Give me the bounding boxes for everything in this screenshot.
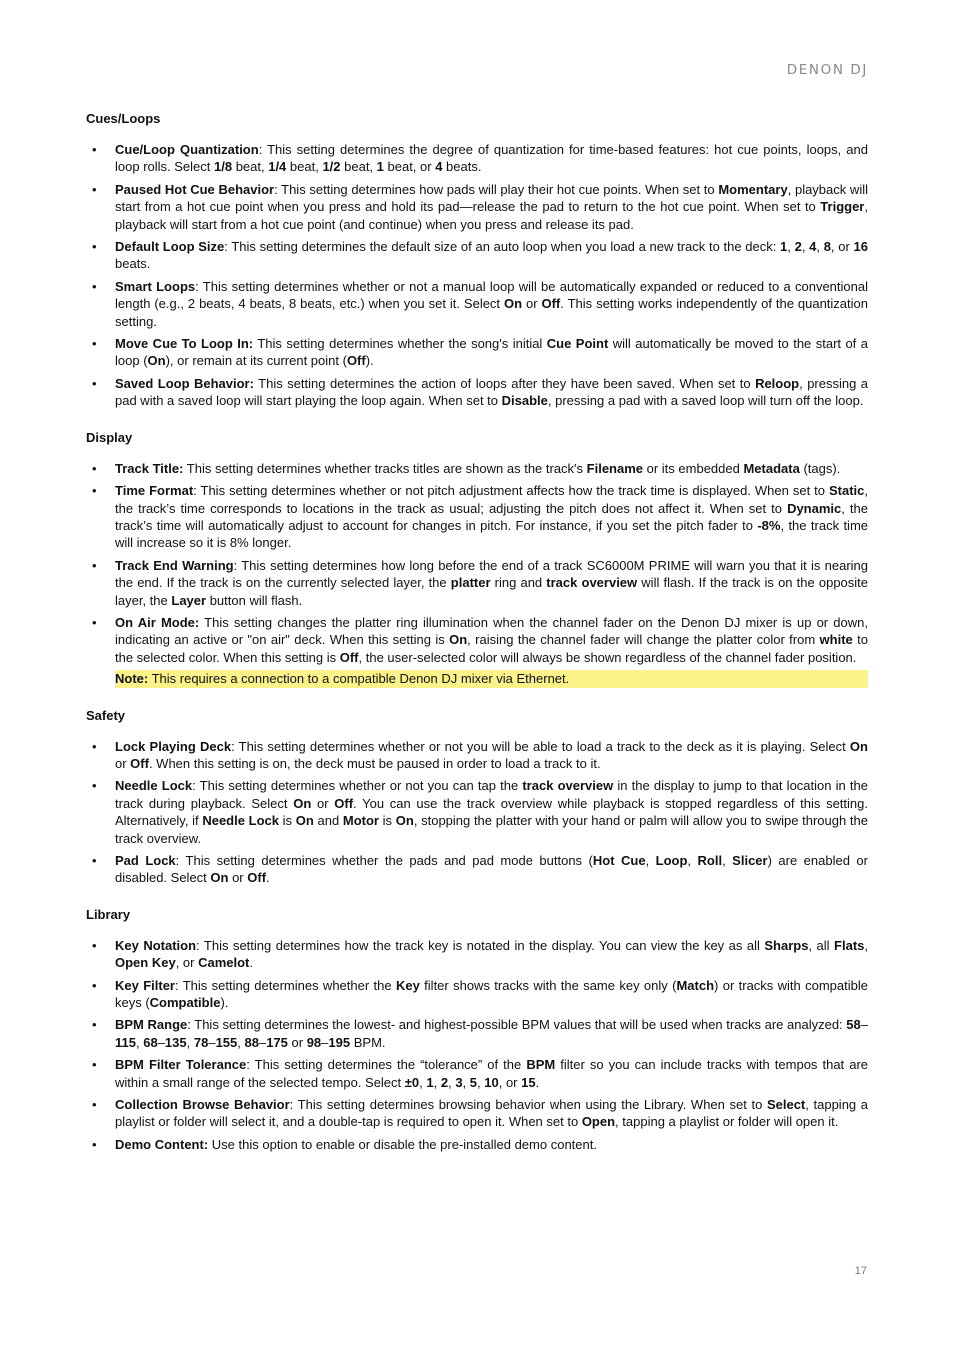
text-run: ), or remain at its current point (: [165, 353, 347, 369]
text-run: , raising the channel fader will change the platter color from: [467, 632, 820, 648]
setting-item: [86, 141, 868, 176]
page-content: [86, 111, 868, 1173]
section-cues-loops: [86, 111, 868, 410]
bold-term: BPM Range: [115, 1017, 188, 1033]
text-run: This setting determines the action of loops after they have been saved. When set to: [253, 375, 756, 391]
text-run: This setting determines whether tracks titles are shown as the track's: [183, 460, 587, 476]
text-run: : This setting determines whether or not a manual loop will be automatically expanded or reduced to a conventional length (e.g., 2 beats, 4 beats, 8 beats, etc.) when you set it. Select: [115, 278, 868, 312]
bold-term: Demo Content:: [115, 1136, 209, 1152]
text-run: button will flash.: [206, 592, 303, 608]
bold-term: Open Key: [115, 955, 176, 971]
setting-item: [86, 181, 868, 233]
bold-term: Pad Lock: [115, 853, 176, 868]
bold-term: On: [147, 353, 166, 369]
bold-term: Off: [334, 795, 354, 811]
bold-term: 1/4: [268, 159, 287, 175]
bold-term: Layer: [171, 592, 207, 608]
text-run: beats.: [442, 159, 482, 175]
text-run: , pressing a pad with a saved loop will start playing the loop again. When set to: [115, 375, 869, 409]
setting-list: [86, 141, 868, 410]
bold-term: Motor: [342, 813, 379, 829]
text-run: filter so you can include tracks with tempos that are within a small range of the selected tempo. Select: [115, 1057, 869, 1090]
bold-term: 1/8: [214, 159, 233, 175]
text-run: Use this option to enable or disable the pre-installed demo content.: [208, 1136, 597, 1152]
bold-term: Hot Cue: [592, 853, 646, 868]
bold-term: Match: [676, 977, 715, 993]
bold-term: 78: [193, 1034, 209, 1050]
text-run: –: [321, 1034, 329, 1050]
text-run: or: [228, 870, 248, 886]
bold-term: Momentary: [718, 181, 788, 197]
text-run: This requires a connection to a compatible Denon DJ mixer via Ethernet.: [148, 671, 570, 687]
text-run: ,: [237, 1034, 245, 1050]
text-run: : This setting determines browsing behavior when using the Library. When set to: [289, 1097, 767, 1113]
text-run: : This setting determines how the track key is notated in the display. You can view the key as all: [196, 937, 765, 953]
text-run: This setting changes the platter ring illumination when the channel fader on the Denon DJ mixer is up or down, indicating an active or "on air" deck. When this setting is: [115, 614, 868, 648]
text-run: .: [249, 955, 254, 971]
bold-term: 1: [426, 1074, 434, 1090]
text-run: ,: [722, 853, 733, 868]
bold-term: BPM: [526, 1057, 556, 1073]
bold-term: platter: [450, 575, 491, 591]
brand-logo: DENON DJ: [786, 62, 868, 78]
text-run: –: [157, 1034, 165, 1050]
page-number: 17: [854, 1265, 867, 1277]
text-run: ,: [864, 937, 869, 953]
text-run: ,: [419, 1074, 427, 1090]
text-run: ,: [645, 853, 656, 868]
text-run: : This setting determines whether or not you can tap the: [192, 778, 523, 794]
text-run: : This setting determines whether the: [174, 977, 396, 993]
text-run: , the user-selected color will always be shown regardless of the channel fader position.: [358, 649, 857, 665]
bold-term: Off: [247, 870, 267, 886]
text-run: , stopping the platter with your hand or palm will allow you to swipe through the track overview.: [115, 813, 868, 846]
bold-term: Select: [766, 1097, 806, 1113]
bold-term: Off: [130, 755, 149, 771]
bold-term: track overview: [522, 778, 614, 794]
setting-item: [86, 238, 868, 273]
text-run: beat, or: [383, 159, 436, 175]
text-run: will flash. If the track is on the opposite layer, the: [115, 575, 869, 608]
text-run: : This setting determines the default size of an auto loop when you load a new track to the deck:: [224, 239, 781, 255]
bold-term: 2: [794, 239, 802, 255]
bold-term: Collection Browse Behavior: [115, 1097, 290, 1113]
text-run: ,: [477, 1074, 485, 1090]
bold-term: track overview: [546, 575, 638, 591]
setting-item: [86, 375, 868, 410]
bold-term: 2: [440, 1074, 449, 1090]
bold-term: Cue Point: [546, 336, 609, 352]
setting-item: [86, 1136, 868, 1153]
bold-term: On Air Mode:: [115, 614, 200, 630]
bold-term: 15: [521, 1074, 536, 1090]
bold-term: Track End Warning: [115, 557, 234, 573]
text-run: : This setting determines whether or not pitch adjustment affects how the track time is displayed. When set to: [193, 483, 829, 499]
note-callout: [115, 670, 868, 687]
bold-term: On: [849, 738, 868, 754]
bold-term: Dynamic: [787, 500, 842, 516]
text-run: ).: [365, 353, 374, 369]
bold-term: On: [503, 296, 523, 312]
text-run: : This setting determines whether or not you will be able to load a track to the deck as it is playing. Select: [231, 738, 850, 754]
text-run: or: [115, 755, 131, 771]
bold-term: Disable: [501, 393, 548, 409]
setting-item: [86, 278, 868, 330]
bold-term: Flats: [834, 937, 865, 953]
text-run: .: [535, 1074, 540, 1090]
bold-term: Loop: [655, 853, 688, 868]
bold-term: Move Cue To Loop In:: [115, 336, 254, 352]
text-run: , playback will start from a hot cue point (and continue) when you press and release its pad.: [115, 199, 868, 232]
text-run: is: [278, 813, 296, 829]
text-run: , playback will start from a hot cue point when you press and hold its pad—release the pad to return to the hot cue point. When set to: [115, 181, 868, 215]
bold-term: 1/2: [322, 159, 341, 175]
text-run: ) or tracks with compatible keys (: [115, 977, 868, 1011]
bold-term: Off: [541, 296, 561, 312]
bold-term: Note:: [115, 671, 149, 687]
text-run: ring and: [490, 575, 547, 591]
bold-term: Off: [346, 353, 366, 369]
setting-item: [86, 460, 868, 477]
section-title: Library: [86, 906, 131, 922]
bold-term: 115: [115, 1034, 136, 1050]
section-display: [86, 430, 868, 688]
bold-term: 1: [376, 159, 384, 175]
bold-term: 195: [328, 1034, 351, 1050]
text-run: , or: [498, 1074, 522, 1090]
text-run: : This setting determines the degree of quantization for time-based features: hot cue points, loops, and loop rolls. Select: [115, 142, 868, 175]
text-run: beat,: [232, 159, 269, 175]
bold-term: Paused Hot Cue Behavior: [115, 181, 275, 197]
bold-term: ±0: [404, 1074, 420, 1090]
text-run: ,: [135, 1034, 144, 1050]
text-run: ,: [462, 1074, 470, 1090]
setting-item: [86, 1016, 868, 1051]
text-run: , or: [830, 239, 854, 255]
text-run: BPM.: [350, 1034, 386, 1050]
setting-item: [86, 937, 868, 972]
text-run: , the track’s time corresponds to locations in the track as usual; adjusting the pitch does not affect it. When set to: [115, 483, 869, 516]
text-run: in the display to jump to that location in the track during playback. Select: [115, 778, 868, 811]
text-run: or: [522, 296, 542, 312]
bold-term: Smart Loops: [115, 278, 196, 294]
text-run: (tags).: [799, 460, 841, 476]
bold-term: Lock Playing Deck: [115, 738, 232, 754]
setting-item: [86, 977, 868, 1012]
bold-term: Key: [395, 977, 420, 993]
bold-term: Default Loop Size: [115, 239, 225, 255]
text-run: . When this setting is on, the deck must be paused in order to load a track to it.: [148, 755, 601, 771]
bold-term: Off: [339, 649, 359, 665]
bold-term: BPM Filter Tolerance: [115, 1057, 247, 1073]
bold-term: 8: [823, 239, 831, 255]
setting-item: [86, 1056, 868, 1091]
bold-term: On: [449, 632, 468, 648]
text-run: , or: [175, 955, 199, 971]
setting-list: [86, 738, 868, 887]
text-run: ) are enabled or disabled. Select: [115, 853, 868, 886]
bold-term: Key Notation: [115, 937, 197, 953]
text-run: : This setting determines the lowest- and highest-possible BPM values that will be used when tracks are analyzed:: [187, 1017, 847, 1033]
text-run: and: [313, 813, 343, 829]
text-run: ,: [801, 239, 810, 255]
setting-item: [86, 482, 868, 552]
bold-term: 58: [846, 1017, 861, 1033]
text-run: filter shows tracks with the same key only (: [419, 977, 677, 993]
text-run: .: [266, 870, 270, 886]
bold-term: Trigger: [820, 199, 865, 215]
setting-item: [86, 335, 868, 370]
bold-term: 3: [455, 1074, 463, 1090]
bold-term: Track Title:: [115, 460, 184, 476]
setting-list: [86, 460, 868, 688]
text-run: to the selected color. When this setting is: [115, 632, 868, 665]
bold-term: On: [210, 870, 229, 886]
bold-term: Needle Lock: [115, 778, 193, 794]
text-run: ,: [687, 853, 698, 868]
bold-term: Reloop: [755, 375, 800, 391]
text-run: –: [860, 1017, 868, 1033]
text-run: : This setting determines how long before the end of a track SC6000M PRIME will warn you that it is nearing the end. If the track is on the currently selected layer, the: [115, 557, 868, 591]
bold-term: white: [819, 632, 853, 648]
text-run: –: [208, 1034, 216, 1050]
section-title: Safety: [86, 707, 126, 723]
text-run: , all: [808, 937, 835, 953]
setting-item: [86, 777, 868, 847]
text-run: : This setting determines the “tolerance” of the: [246, 1057, 527, 1073]
text-run: ,: [186, 1034, 194, 1050]
text-run: , tapping a playlist or folder will open it.: [615, 1114, 839, 1130]
text-run: , pressing a pad with a saved loop will turn off the loop.: [547, 393, 864, 409]
bold-term: Key Filter: [115, 977, 175, 993]
bold-term: 4: [809, 239, 817, 255]
bold-term: Compatible: [149, 995, 221, 1011]
bold-term: Cue/Loop Quantization: [115, 142, 259, 157]
section-library: [86, 907, 868, 1153]
bold-term: Metadata: [743, 460, 800, 476]
text-run: This setting determines whether the song's initial: [253, 336, 547, 352]
bold-term: On: [295, 813, 314, 829]
bold-term: 68: [143, 1034, 158, 1050]
setting-list: [86, 937, 868, 1153]
text-run: or its embedded: [643, 460, 744, 476]
text-run: ,: [433, 1074, 441, 1090]
bold-term: Roll: [697, 853, 723, 868]
text-run: beats.: [115, 256, 151, 272]
bold-term: 5: [469, 1074, 478, 1090]
bold-term: 98: [306, 1034, 322, 1050]
bold-term: Static: [828, 483, 865, 499]
bold-term: 88: [244, 1034, 259, 1050]
bold-term: Open: [581, 1114, 616, 1130]
text-run: beat,: [340, 159, 377, 175]
text-run: : This setting determines how pads will play their hot cue points. When set to: [274, 181, 719, 197]
text-run: ,: [816, 239, 824, 255]
text-run: –: [258, 1034, 267, 1050]
setting-item: [86, 614, 868, 688]
text-run: . You can use the track overview while playback is stopped regardless of this setting. Alternatively, if: [115, 795, 868, 829]
section-safety: [86, 708, 868, 887]
bold-term: 10: [484, 1074, 499, 1090]
text-run: , the track time will increase so it is 8% longer.: [115, 517, 869, 551]
text-run: , tapping a playlist or folder will select it, and a double-tap is required to open it. When set to: [115, 1097, 868, 1130]
section-title: Display: [86, 429, 133, 445]
bold-term: Sharps: [764, 937, 809, 953]
bold-term: Time Format: [115, 483, 194, 499]
text-run: ).: [220, 995, 229, 1011]
bold-term: 1: [780, 239, 788, 255]
text-run: ,: [787, 239, 795, 255]
text-run: will automatically be moved to the start of a loop (: [115, 336, 868, 369]
text-run: . This setting works independently of the quantization setting.: [115, 296, 868, 329]
text-run: or: [311, 795, 335, 811]
setting-item: [86, 852, 868, 887]
bold-term: 175: [266, 1034, 288, 1050]
bold-term: Slicer: [732, 853, 768, 868]
bold-term: 16: [853, 239, 868, 255]
text-run: ,: [448, 1074, 456, 1090]
bold-term: 155: [215, 1034, 238, 1050]
bold-term: -8%: [757, 517, 781, 533]
bold-term: 135: [164, 1034, 187, 1050]
section-title: Cues/Loops: [86, 111, 161, 126]
setting-item: [86, 557, 868, 609]
text-run: or: [287, 1034, 307, 1050]
bold-term: Saved Loop Behavior:: [115, 375, 254, 391]
text-run: beat,: [286, 159, 323, 175]
text-run: , the track’s time will automatically adjust to account for changes in pitch. For instance, if you set the pitch fader to: [115, 500, 868, 533]
bold-term: 4: [435, 159, 443, 175]
bold-term: On: [395, 813, 414, 829]
bold-term: Camelot: [198, 955, 250, 971]
setting-item: [86, 1096, 868, 1131]
bold-term: On: [293, 795, 312, 811]
bold-term: Filename: [586, 460, 644, 476]
text-run: is: [378, 813, 396, 829]
bold-term: Needle Lock: [202, 813, 279, 829]
text-run: : This setting determines whether the pads and pad mode buttons (: [175, 853, 593, 868]
setting-item: [86, 738, 868, 773]
